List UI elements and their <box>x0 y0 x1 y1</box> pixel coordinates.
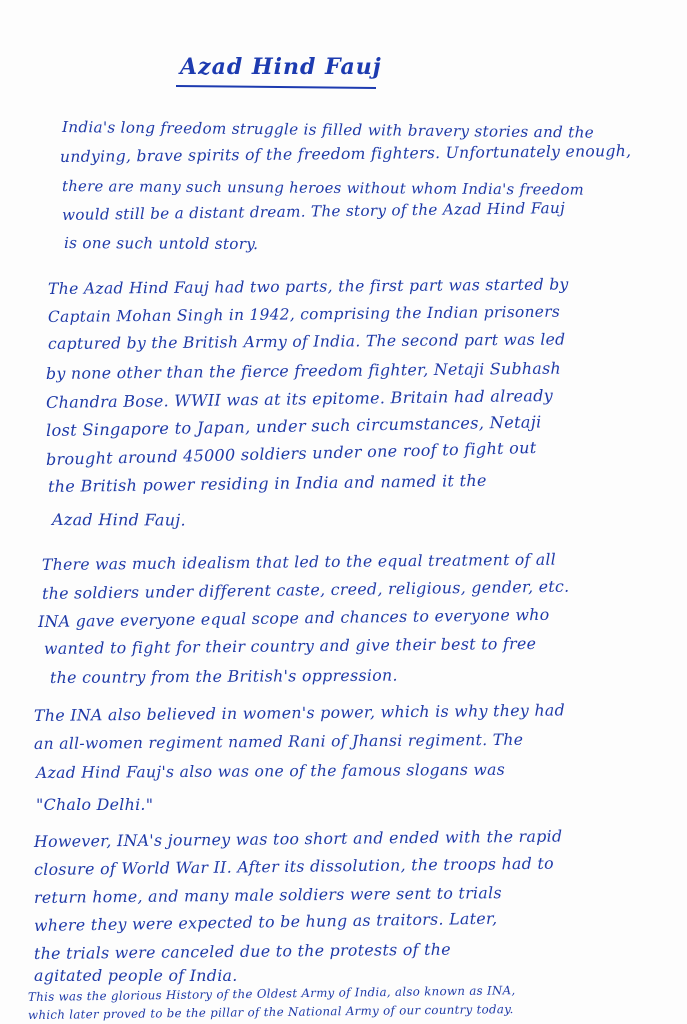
text-line: INA gave everyone equal scope and chances to everyone who <box>37 604 550 631</box>
text-line: there are many such unsung heroes without whom India's freedom <box>61 178 585 199</box>
text-line: However, INA's journey was too short and ended with the rapid <box>33 826 563 851</box>
text-line: brought around 45000 soldiers under one roof to fight out <box>45 438 537 469</box>
text-line: Azad Hind Fauj. <box>51 510 187 530</box>
text-line: Chandra Bose. WWII was at its epitome. Britain had already <box>45 385 554 412</box>
text-line: India's long freedom struggle is filled with bravery stories and the <box>61 118 595 142</box>
title-underline <box>176 85 376 89</box>
text-line: would still be a distant dream. The story of the Azad Hind Fauj <box>61 198 566 224</box>
text-line: The INA also believed in women's power, which is why they had <box>33 700 566 725</box>
text-line: an all-women regiment named Rani of Jhansi regiment. The <box>33 730 524 753</box>
text-line: This was the glorious History of the Oldest Army of India, also known as INA, <box>27 983 516 1004</box>
page-title: Azad Hind Fauj <box>180 54 382 80</box>
text-line: which later proved to be the pillar of the National Army of our country today. <box>27 1002 514 1022</box>
text-line: the trials were canceled due to the protests of the <box>33 939 451 963</box>
text-line: There was much idealism that led to the equal treatment of all <box>41 550 557 574</box>
text-line: the British power residing in India and named it the <box>47 470 487 496</box>
text-line: the soldiers under different caste, creed, religious, gender, etc. <box>41 576 570 603</box>
text-line: agitated people of India. <box>34 966 238 985</box>
text-line: The Azad Hind Fauj had two parts, the first part was started by <box>47 275 569 298</box>
text-line: return home, and many male soldiers were sent to trials <box>33 883 502 907</box>
text-line: is one such untold story. <box>63 234 259 254</box>
text-line: Captain Mohan Singh in 1942, comprising the Indian prisoners <box>47 302 561 326</box>
text-line: wanted to fight for their country and give their best to free <box>43 633 537 658</box>
text-line: by none other than the fierce freedom fighter, Netaji Subhash <box>45 358 562 383</box>
text-line: Azad Hind Fauj's also was one of the famous slogans was <box>35 760 506 782</box>
text-line: undying, brave spirits of the freedom fighters. Unfortunately enough, <box>59 142 632 166</box>
text-line: captured by the British Army of India. The second part was led <box>47 330 566 353</box>
text-line: the country from the British's oppression. <box>49 665 398 687</box>
text-line: closure of World War II. After its dissolution, the troops had to <box>33 853 555 879</box>
text-line: "Chalo Delhi." <box>36 795 154 814</box>
text-line: lost Singapore to Japan, under such circumstances, Netaji <box>45 412 542 440</box>
text-line: where they were expected to be hung as traitors. Later, <box>33 908 498 935</box>
